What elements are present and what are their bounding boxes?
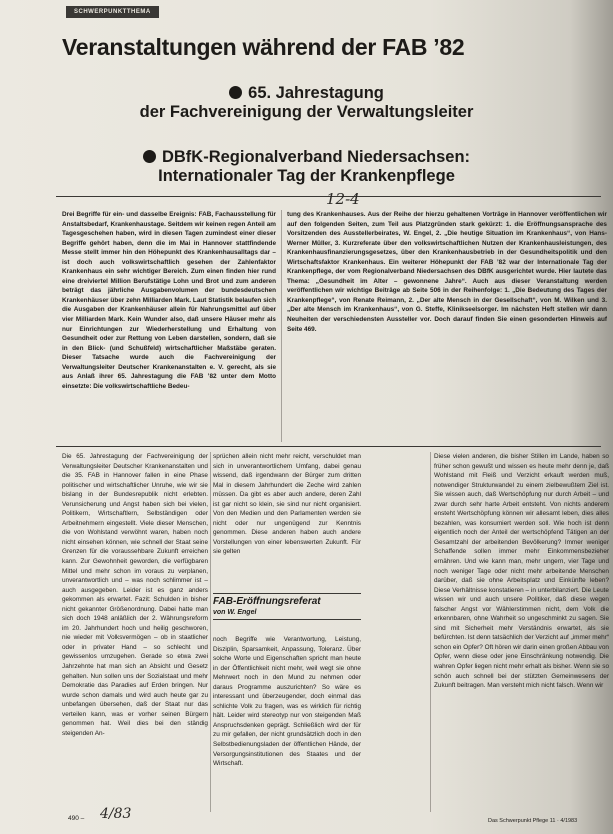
- body-column-3: Diese vielen anderen, die bisher Stillen im Lande, haben so früher schon gewußt und wissen es heute mehr denn je, daß Wohlstand mit Fleiß und Verzicht erkauft werden muß, notwendiger Strukturwandel zu einem zielbewußtem Ziel ist. Sie wissen auch, daß Wertschöpfung nur durch Arbeit – und zwar durch sehr harte Arbeit entsteht. Von nichts anderem ensteht Wertschöpfung können wir allesamt leben, dies alles bezahlen, was konsumiert werden soll. Wie hoch ist denn eigentlich noch der Anteil der wertschöpfend Tätigen an der Gesamtzahl der arbeitenden Bevölkerung? Immer weniger Schaffende sollen immer mehr Einkommensbezieher ernähren. Und wie kann man, mehr ungern, vier Tage und noch weniger Tage oder nicht mehr arbeitende Menschen darüber, daß sie ohne Arbeitsplatz und Einkünfte leben? Diese Verhältnisse konstatieren – in unterbilanziert. Die Leute wissen wir und auch unsere Politiker, daß diese wegen falscher Angst vor Wählerstimmen nicht, dem Volk die erkennbaren, ohne Wahrheit so ungeschminkt zu sagen. Sie sind mit Sicherheit mehr Verständnis erwartet, als sie befürchten. Ist denn tatsächlich der Verzicht auf „immer mehr“ schon ein Opfer? Oft hören wir darin einen großen Abbau von Opfer, wenn diese oder jene Einschränkung notwendig. Die wahren Opfer liegen nicht mehr erhalt als bisher. Wenn sie so schön auch schnell bei der stützten Gemeinwesens der Zukunft beitragen. Man versteht mich nicht falsch. Wenn wir: [434, 453, 609, 690]
- subheading-jahrestagung-line2: der Fachvereinigung der Verwaltungsleiter: [139, 103, 474, 121]
- column-divider: [281, 210, 282, 442]
- bullet-dot-icon: [143, 150, 156, 163]
- subheading-dbfk-line2: Internationaler Tag der Krankenpflege: [158, 167, 455, 185]
- section-kicker: SCHWERPUNKTTHEMA: [66, 6, 159, 18]
- subheading-jahrestagung-line1: 65. Jahrestagung: [0, 84, 613, 103]
- body-column-2-top: sprüchen allein nicht mehr reicht, verschuldet man sich in unverantwortlichem Umfang, dabei genau wissend, daß irgendwann der Bürger zum dritten Mal in diesem Jahrhundert die Zeche wird zahlen müssen. Da gibt es aber auch andere, deren Zahl ist gar nicht so klein, sie sind nur nicht organisiert. Von den Medien und den Parlamenten werden sie nicht oder nur ungenügend zur Kenntnis genommen. Diese anderen haben auch andere Vorstellungen von einer lebenswerten Zukunft. Für sie gelten: [213, 453, 361, 556]
- body-column-2-bottom: noch Begriffe wie Verantwortung, Leistung, Disziplin, Sparsamkeit, Anpassung, Toleranz. Über solche Worte und Eigenschaften spricht man heute in der Öffentlichkeit nicht mehr, weil wegt sie ohne Mehrwert noch in den Mund zu nehmen oder daraus Programme auszurichten? So wäre es interessant und überzeugender, doch einmal das schlichte Volk zu fragen, was es wirklich für richtig hält. Leider wird stereotyp nur von steigenden Maß Anspruchsdenken geprägt. Schließlich wird der für zu mir gefallen, der nicht grundsätzlich doch in den Selbstbedienungsladen der öffentlichen Hände, der Versorgungsinstitutionen des Staates und der Wirtschaft.: [213, 636, 361, 768]
- intro-column-right: tung des Krankenhauses. Aus der Reihe der hierzu gehaltenen Vorträge in Hannover veröffentlichen wir auf den folgenden Seiten, zum Teil aus Platzgründen stark gekürzt: 1. die Eröffnungsansprache des Vorsitzenden des Ausstellerbeirates, W. Engel, 2. „Die heutige Situation im Krankenhaus“, von Hans-Werner Müller, 3. Kurzreferate über den volkswirtschaftlichen Nutzen der Krankenhausleistungen, des Krankenhausfinanzierungsgesetzes, über den Krankenhausbetrieb in der Gesundheitspolitik und den Wirtschaftsfaktor Krankenhaus. Ein weiterer Höhepunkt der FAB ’82 war der Internationale Tag der Krankenpflege, der vom Regionalverband Niedersachsen des DBfK ausgerichtet wurde. Hier lautete das Thema: „Gesundheit im Alter – gewonnene Jahre“. Auch aus dieser Veranstaltung werden veröffentlichen wir wichtige Beiträge ab Seite 506 in der Reihenfolge: 1. „Die Bedeutung des Tages der Krankenpflege“, von Renate Reimann, 2. „Der alte Mensch in der Gesellschaft“, von M. Wilken und 3. „Der alte Mensch im Krankenhaus“, von G. Steffe, Klinikseelsorger. Im nächsten Heft stellen wir dann Neuheiten der verschiedensten Aussteller vor. Doch darauf finden Sie einen gesonderten Hinweis auf Seite 469.: [287, 211, 607, 333]
- intro-column-left: Drei Begriffe für ein- und dasselbe Ereignis: FAB, Fachausstellung für Anstaltsbedarf, Krankenhaustage. Seitdem wir keinen regen Anteil am Tagesgeschehen haben, wird in diesen Tagen zumindest einer dieser Begriffe gehört haben, denn die im Mai in Hannover stattfindende Messe stellt immer hin den Höhepunkt des Krankenhausalltags dar – ist doch auch volkswirtschaftlich gesehen der Zahlenfaktor Krankenhaus ein sehr wichtiger Bereich. Zum einen finden hier rund eine dreiviertel Million Berufstätige Lohn und Brot und zum anderen beträgt das jährliche Ausgabenvolumen der bundesdeutschen Krankenhäuser über zehn Milliarden Mark. Laut Statistik belaufen sich die Ausgaben der Krankenhäuser allein für Nahrungsmittel auf über vier Milliarden Mark. Kein Wunder also, daß unsere Häuser mehr als nur Einrichtungen zur Wiederherstellung und Erhaltung von Gesundheit oder zur Rettung von Leben darstellen, sondern, daß sie in den Blick- (und Schußfeld) wirtschaftlicher Maßstäbe geraten. Dieser Tatsache wurde auch die Fachvereinigung der Verwaltungsleiter Deutscher Krankenanstalten e. V. gerecht, als sie aus Anlaß ihrer 65. Jahrestagung die FAB ’82 unter dem Motto einsetzte: Die volkswirtschaftliche Bedeu-: [62, 211, 276, 390]
- body-column-1: Die 65. Jahrestagung der Fachvereinigung der Verwaltungsleiter Deutscher Krankenanstalten und die 35. FAB in Hannover fallen in eine Phase politischer und wirtschaftlicher Unruhe, wie wir sie bislang in der Bundesrepublik nicht erlebten. Verunsicherung und Angst haben sich bei vielen, Politikern, Wirtschaftlern, Selbständigen oder Arbeitnehmern eingestellt. Viele dieser Menschen, die von Wohlstand verwöhnt waren, haben noch nicht einsehen können, wie schnell der Staat seine Grenzen für die voraussehbare Zukunft erreichen kann. Zur Gewohnheit geworden, die verfügbaren Mittel und mehr schon im voraus zu verplanen, unverantwortlich und – was noch schlimmer ist – auch ausgegeben. Leider ist es ganz anders gekommen als erwartet. Fazit: Schulden in bisher nicht gekannter Größenordnung. Dabei hatte man sich doch 1948 anläßlich der 2. Währungsreform im 20. Jahrhundert hoch und heilig geschworen, nie wieder mit Volksvermögen – ob in staatlicher oder in privater Hand – so schlecht und gewissenlos umzugehen. Gerade so etwa zwei Jahrzehnte hat man sich an Absicht und Gesetz gehalten. Nun sollen uns der Sozialstaat und mehr Demokratie das Paradies auf Erden bringen. Nur wurde schon damals und wird auch heute gar zu unbefangen übersehen, daß der Staat nur das verteilen kann, was er vorher seinen Bürgern genommen hat. Weil dies bei den ständig steigenden An-: [62, 453, 208, 737]
- bullet-dot-icon: [229, 86, 242, 99]
- page-title: Veranstaltungen während der FAB ’82: [62, 34, 465, 60]
- handwritten-note-bottom: 4/83: [100, 806, 132, 822]
- handwritten-note-top: 12-4: [326, 190, 360, 208]
- fab-section-author: von W. Engel: [213, 609, 361, 620]
- intro-divider: [56, 446, 601, 447]
- column-divider: [430, 452, 431, 812]
- fab-section-heading: FAB-Eröffnungsreferat: [213, 593, 361, 607]
- column-divider: [210, 452, 211, 812]
- page-number: 490 –: [68, 815, 85, 822]
- page-footer: Das Schwerpunkt Pflege 11 · 4/1983: [488, 818, 578, 824]
- subheading-dbfk-line1: DBfK-Regionalverband Niedersachsen:: [0, 148, 613, 167]
